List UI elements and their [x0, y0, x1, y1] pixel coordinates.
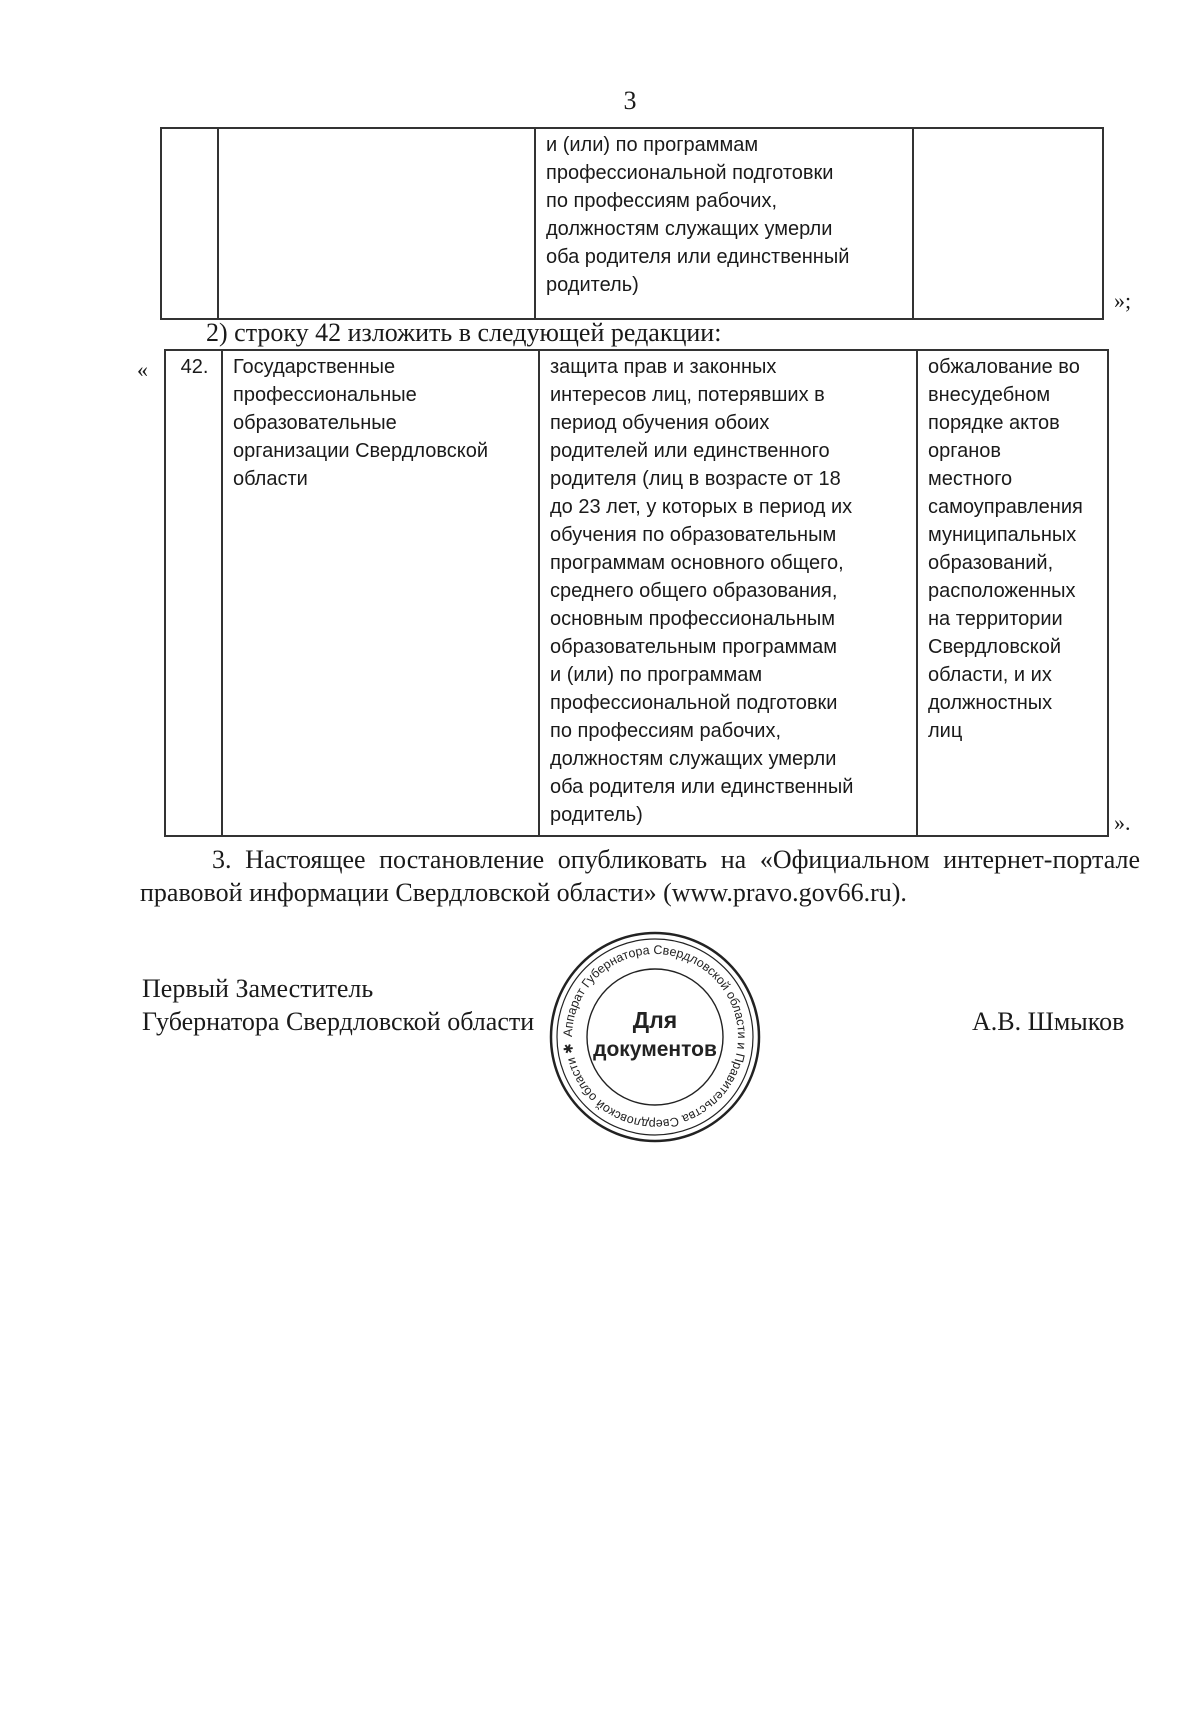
page-number: 3: [623, 86, 637, 115]
opening-quote-mark: «: [137, 357, 148, 382]
table-cell-number: [161, 128, 218, 319]
table-cell-form: [913, 128, 1103, 319]
closing-quote-mark: »;: [1114, 288, 1132, 313]
table-continuation: [160, 127, 1104, 320]
signature-name: А.В. Шмыков: [972, 1007, 1125, 1036]
table-row-42: [164, 349, 1109, 837]
table-row: [165, 350, 1108, 836]
table-cell-organization: [218, 128, 535, 319]
row-number: 42.: [165, 350, 222, 836]
signature-position-line-1: Первый Заместитель: [142, 974, 374, 1003]
stamp-ring-text: Аппарат Губернатора Свердловской области и Правительства Свердловской области ✱: [560, 942, 750, 1132]
official-stamp: [545, 927, 765, 1147]
stamp-center-text-2: документов: [593, 1038, 717, 1061]
stamp-center-text-1: Для: [632, 1007, 678, 1033]
row-organization: Государственные профессиональные образовательные организации Свердловской области: [222, 350, 539, 836]
signature-position-line-2: Губернатора Свердловской области: [142, 1007, 535, 1036]
paragraph-3: 3. Настоящее постановление опубликовать на «Официальном интернет-портале правовой информации Свердловской области» (www.pravo.gov66.ru).: [140, 845, 1140, 907]
row-form: обжалование во внесудебном порядке актов органов местного самоуправления муниципальных образований, расположенных на территории Свердловской области, и их должностных лиц: [917, 350, 1108, 836]
table-row: [161, 128, 1103, 319]
intro-line: 2) строку 42 изложить в следующей редакции:: [206, 318, 722, 347]
closing-quote-mark: ».: [1114, 810, 1131, 835]
row-subject: защита прав и законных интересов лиц, потерявших в период обучения обоих родителей или единственного родителя (лиц в возрасте от 18 до 23 лет, у которых в период их обучения по образовательным программам основного общего, среднего общего образования, основным профессиональным образовательным программам и (или) по программам профессиональной подготовки по профессиям рабочих, должностям служащих умерли оба родителя или единственный родитель): [539, 350, 917, 836]
table-cell-subject: и (или) по программам профессиональной подготовки по профессиям рабочих, должностям служащих умерли оба родителя или единственный родитель): [535, 128, 913, 319]
